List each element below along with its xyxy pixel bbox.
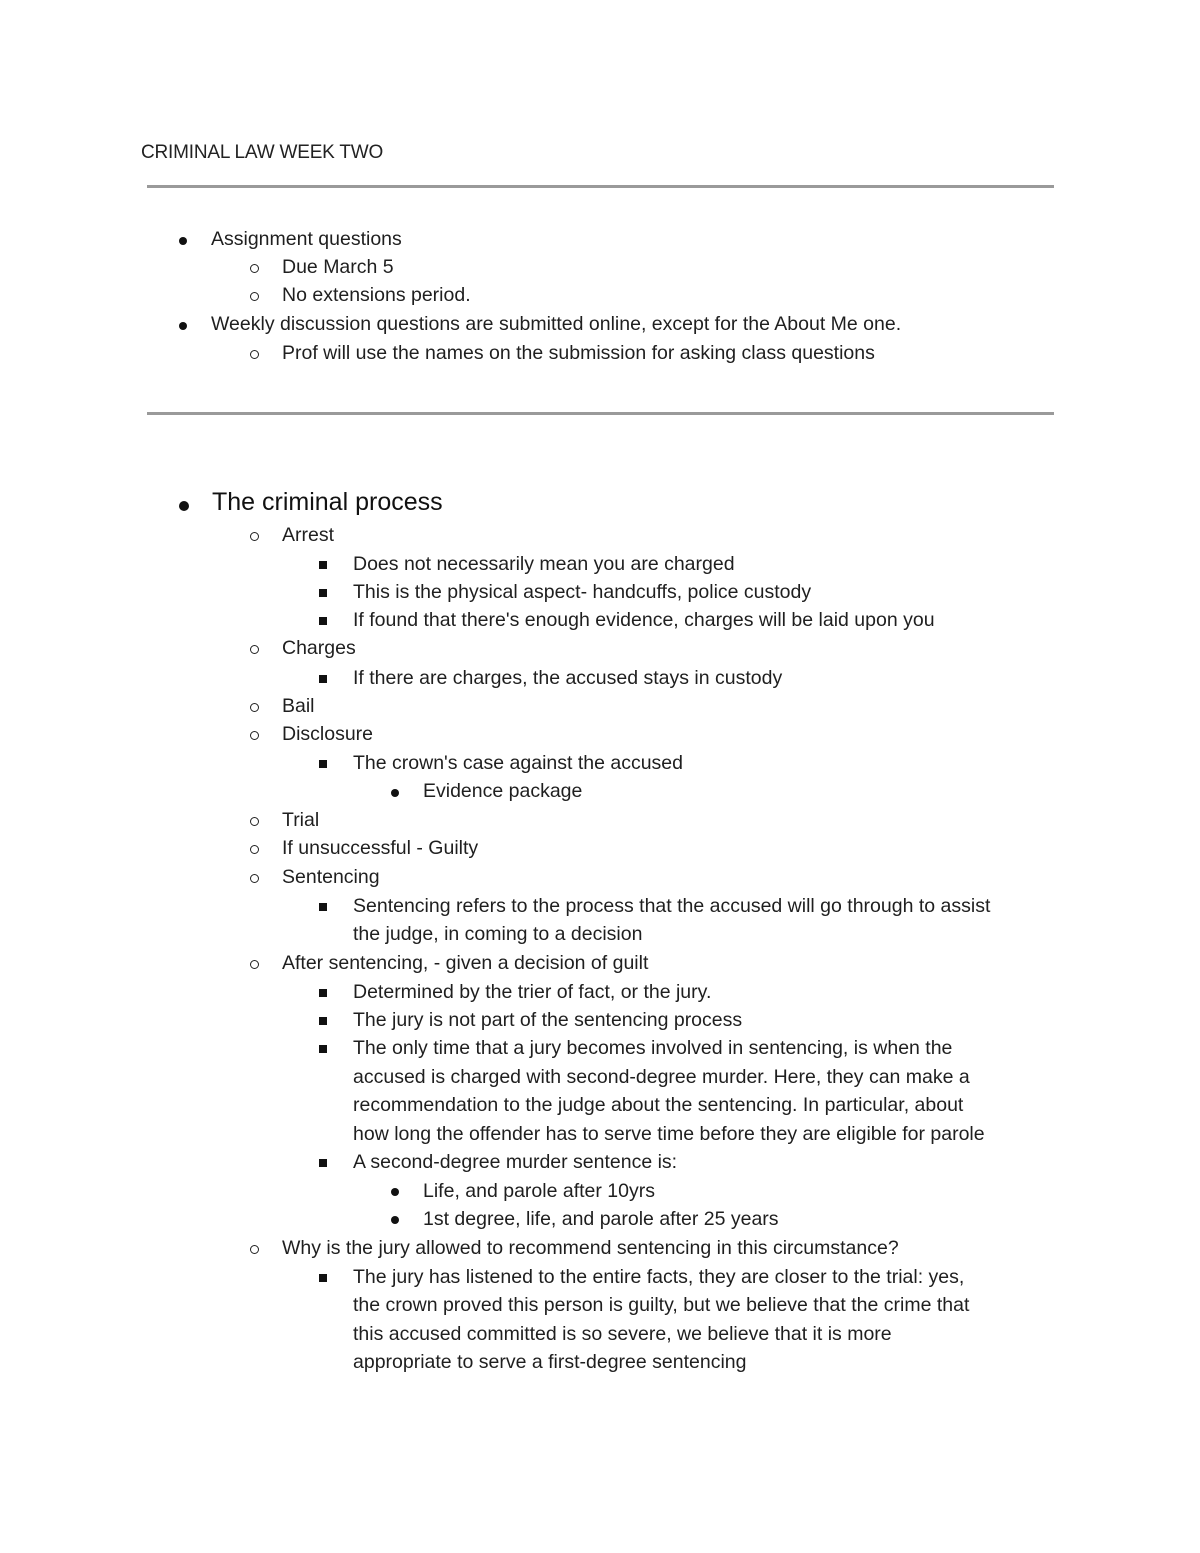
bullet-circle-icon (250, 350, 259, 359)
list-item: Life, and parole after 10yrs (423, 1180, 655, 1202)
bullet-dot-icon (179, 237, 187, 245)
bullet-square-icon (319, 989, 327, 997)
list-item: The crown's case against the accused (353, 752, 683, 774)
list-item: The jury has listened to the entire facts, they are closer to the trial: yes, (353, 1266, 965, 1288)
bullet-square-icon (319, 903, 327, 911)
list-item: If found that there's enough evidence, charges will be laid upon you (353, 609, 935, 631)
list-item: Arrest (282, 524, 335, 546)
list-item: This is the physical aspect- handcuffs, police custody (353, 581, 812, 603)
list-item-continuation: the judge, in coming to a decision (353, 923, 643, 945)
list-item-continuation: appropriate to serve a first-degree sentencing (353, 1351, 747, 1373)
bullet-circle-icon (250, 874, 259, 883)
bullet-square-icon (319, 589, 327, 597)
list-item-continuation: this accused committed is so severe, we believe that it is more (353, 1323, 892, 1345)
bullet-square-icon (319, 617, 327, 625)
list-item-continuation: recommendation to the judge about the sentencing. In particular, about (353, 1094, 964, 1116)
bullet-circle-icon (250, 960, 259, 969)
bullet-circle-icon (250, 817, 259, 826)
bullet-square-icon (319, 760, 327, 768)
list-item: Evidence package (423, 780, 583, 802)
bullet-circle-icon (250, 1245, 259, 1254)
list-item: Disclosure (282, 723, 374, 745)
bullet-square-icon (319, 561, 327, 569)
list-item: Sentencing refers to the process that the accused will go through to assist (353, 895, 991, 917)
list-item: If unsuccessful - Guilty (282, 837, 479, 859)
bullet-square-icon (319, 675, 327, 683)
section-heading: The criminal process (212, 488, 443, 516)
list-item: Charges (282, 637, 356, 659)
bullet-square-icon (319, 1045, 327, 1053)
bullet-circle-icon (250, 264, 259, 273)
bullet-circle-icon (250, 731, 259, 740)
bullet-square-icon (319, 1274, 327, 1282)
bullet-dot-icon (391, 1188, 399, 1196)
bullet-circle-icon (250, 532, 259, 541)
horizontal-rule-middle (147, 412, 1054, 415)
list-item: Assignment questions (211, 228, 402, 250)
list-item: Trial (282, 809, 320, 831)
bullet-circle-icon (250, 292, 259, 301)
list-item: A second-degree murder sentence is: (353, 1151, 678, 1173)
list-item: Weekly discussion questions are submitted online, except for the About Me one. (211, 313, 902, 335)
bullet-square-icon (319, 1017, 327, 1025)
horizontal-rule-top (147, 185, 1054, 188)
list-item: 1st degree, life, and parole after 25 years (423, 1208, 779, 1230)
bullet-circle-icon (250, 845, 259, 854)
list-item: Due March 5 (282, 256, 394, 278)
list-item: Sentencing (282, 866, 380, 888)
list-item: The only time that a jury becomes involved in sentencing, is when the (353, 1037, 953, 1059)
bullet-circle-icon (250, 703, 259, 712)
list-item: If there are charges, the accused stays in custody (353, 667, 783, 689)
bullet-dot-icon (179, 322, 187, 330)
list-item-continuation: how long the offender has to serve time before they are eligible for parole (353, 1123, 985, 1145)
bullet-dot-icon (391, 1216, 399, 1224)
list-item: Bail (282, 695, 315, 717)
document-title: CRIMINAL LAW WEEK TWO (141, 142, 384, 163)
list-item-continuation: accused is charged with second-degree murder. Here, they can make a (353, 1066, 970, 1088)
list-item-continuation: the crown proved this person is guilty, but we believe that the crime that (353, 1294, 970, 1316)
list-item: After sentencing, - given a decision of guilt (282, 952, 649, 974)
list-item: No extensions period. (282, 284, 471, 306)
bullet-circle-icon (250, 645, 259, 654)
bullet-dot-icon (179, 501, 189, 511)
list-item: The jury is not part of the sentencing process (353, 1009, 743, 1031)
list-item: Does not necessarily mean you are charged (353, 553, 735, 575)
list-item: Why is the jury allowed to recommend sentencing in this circumstance? (282, 1237, 899, 1259)
bullet-dot-icon (391, 789, 399, 797)
list-item: Determined by the trier of fact, or the jury. (353, 981, 712, 1003)
bullet-square-icon (319, 1159, 327, 1167)
list-item: Prof will use the names on the submission for asking class questions (282, 342, 875, 364)
